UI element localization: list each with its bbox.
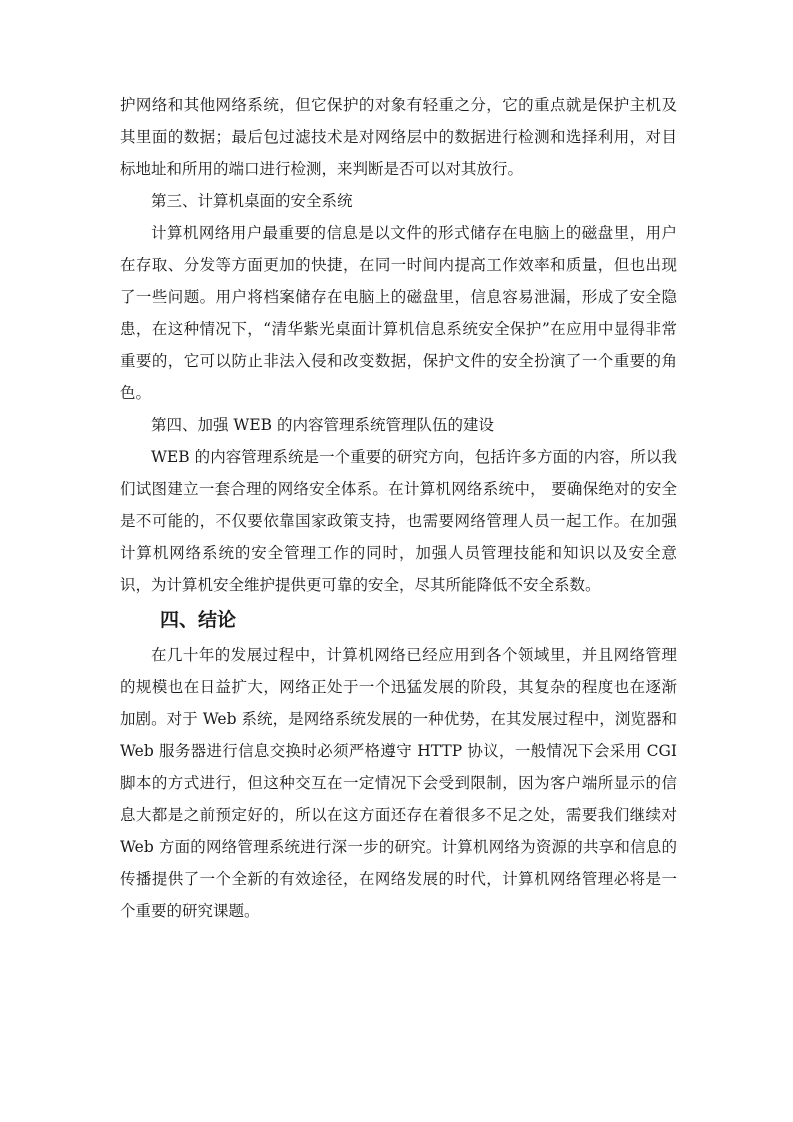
paragraph-intro: 护网络和其他网络系统，但它保护的对象有轻重之分，它的重点就是保护主机及其里面的数据；最后包过滤技术是对网络层中的数据进行检测和选择利用，对目标地址和所用的端口进行检测，来判断是否可以对其放行。: [120, 96, 677, 178]
section-heading-conclusion: 四、结论: [160, 609, 237, 631]
document-page: [120, 89, 677, 927]
subheading-web-cms-team: 第四、加强 WEB 的内容管理系统管理队伍的建设: [151, 416, 494, 434]
paragraph-conclusion: 在几十年的发展过程中，计算机网络已经应用到各个领域里，并且网络管理的规模也在日益扩大，网络正处于一个迅猛发展的阶段，其复杂的程度也在逐渐加剧。对于 Web 系统，是网络系统发展的一种优势，在其发展过程中，浏览器和 Web 服务器进行信息交换时必须严格遵守 HTTP 协议，一般情况下会采用 CGI 脚本的方式进行，但这种交互在一定情况下会受到限制，因为客户端所显示的信息大都是之前预定好的，所以在这方面还存在着很多不足之处，需要我们继续对 Web 方面的网络管理系统进行深一步的研究。计算机网络为资源的共享和信息的传播提供了一个全新的有效途径，在网络发展的时代，计算机网络管理必将是一个重要的研究课题。: [120, 646, 677, 920]
paragraph-desktop-security: 计算机网络用户最重要的信息是以文件的形式储存在电脑上的磁盘里，用户在存取、分发等方面更加的快捷，在同一时间内提高工作效率和质量，但也出现了一些问题。用户将档案储存在电脑上的磁盘里，信息容易泄漏，形成了安全隐患，在这种情况下，“清华紫光桌面计算机信息系统安全保护”在应用中显得非常重要的，它可以防止非法入侵和改变数据，保护文件的安全扮演了一个重要的角色。: [120, 224, 677, 402]
subheading-desktop-security: 第三、计算机桌面的安全系统: [151, 192, 353, 210]
paragraph-web-cms-team: WEB 的内容管理系统是一个重要的研究方向，包括许多方面的内容，所以我们试图建立一套合理的网络安全体系。在计算机网络系统中， 要确保绝对的安全是不可能的，不仅要依靠国家政策支持，也需要网络管理人员一起工作。在加强计算机网络系统的安全管理工作的同时，加强人员管理技能和知识以及安全意识，为计算机安全维护提供更可靠的安全，尽其所能降低不安全系数。: [120, 448, 677, 594]
